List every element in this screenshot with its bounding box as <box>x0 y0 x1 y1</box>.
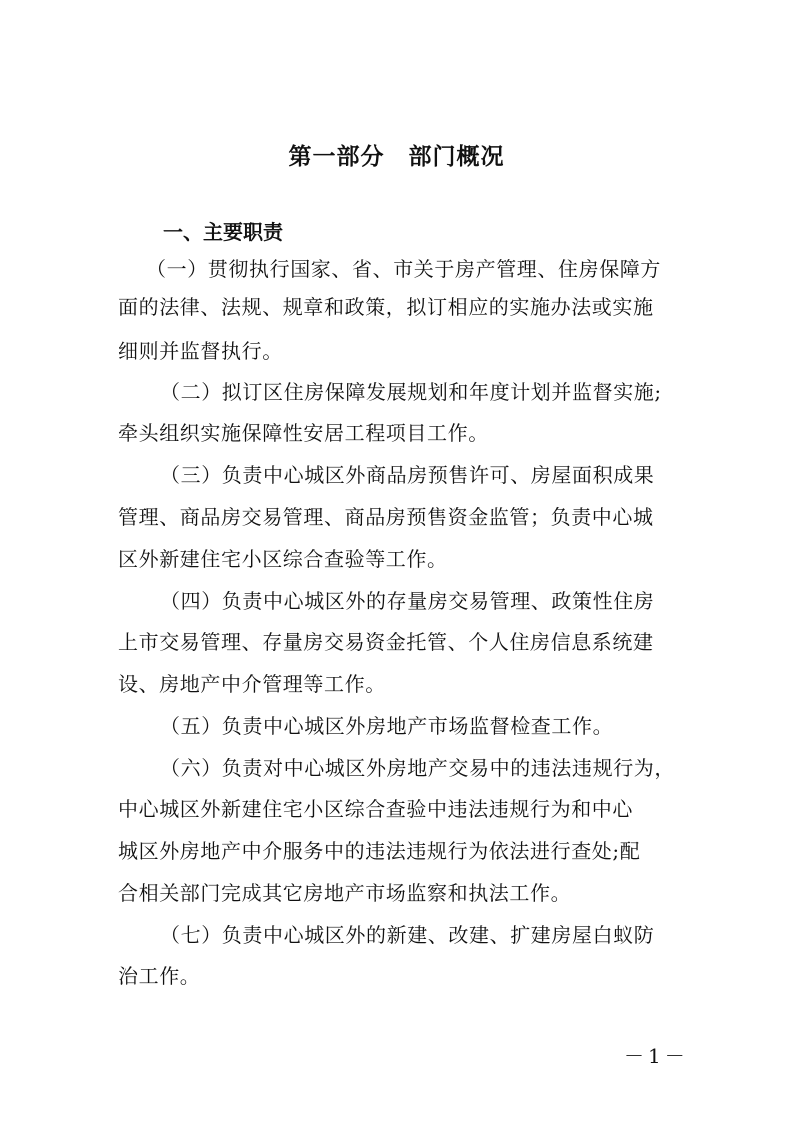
body-line: （七）负责中心城区外的新建、改建、扩建房屋白蚁防 <box>160 923 655 947</box>
body-line: （二）拟订区住房保障发展规划和年度计划并监督实施; <box>160 380 662 404</box>
body-line: 区外新建住宅小区综合查验等工作。 <box>118 547 448 571</box>
body-line: 合相关部门完成其它房地产市场监察和执法工作。 <box>118 881 572 905</box>
body-line: 牵头组织实施保障性安居工程项目工作。 <box>118 421 489 445</box>
body-line: 治工作。 <box>118 964 201 988</box>
body-line: 上市交易管理、存量房交易资金托管、个人住房信息系统建 <box>118 630 654 654</box>
body-line: （六）负责对中心城区外房地产交易中的违法违规行为， <box>160 756 675 780</box>
body-line: （三）负责中心城区外商品房预售许可、房屋面积成果 <box>160 463 655 487</box>
section-heading: 一、主要职责 <box>163 220 283 244</box>
body-line: （五）负责中心城区外房地产市场监督检查工作。 <box>160 714 614 738</box>
body-line: 细则并监督执行。 <box>118 339 283 363</box>
body-line: 设、房地产中介管理等工作。 <box>118 672 386 696</box>
body-line: （四）负责中心城区外的存量房交易管理、政策性住房 <box>160 589 655 613</box>
body-line: （一）贯彻执行国家、省、市关于房产管理、住房保障方 <box>146 257 661 281</box>
page-number: －1－ <box>624 1044 689 1068</box>
page-title: 第一部分 部门概况 <box>288 144 505 170</box>
body-line: 管理、商品房交易管理、商品房预售资金监管；负责中心城 <box>118 505 654 529</box>
body-line: 面的法律、法规、规章和政策，拟订相应的实施办法或实施 <box>118 295 654 319</box>
body-line: 城区外房地产中介服务中的违法违规行为依法进行查处;配 <box>118 839 641 863</box>
body-line: 中心城区外新建住宅小区综合查验中违法违规行为和中心 <box>118 797 633 821</box>
